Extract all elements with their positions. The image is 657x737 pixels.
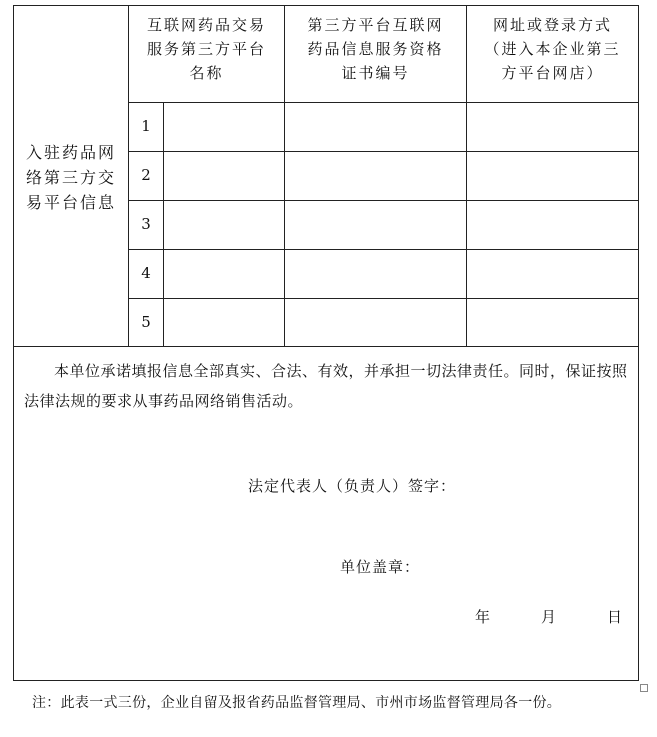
table-divider (128, 298, 638, 299)
table-divider (128, 102, 638, 103)
row-number: 4 (141, 264, 151, 282)
signature-label: 法定代表人（负责人）签字： (248, 477, 457, 495)
corner-mark (640, 684, 648, 692)
column-header-website: 网址或登录方式 （进入本企业第三 方平台网店） (484, 16, 621, 82)
table-divider (128, 151, 638, 152)
date-month: 月 (541, 608, 558, 626)
row-number: 3 (141, 215, 151, 233)
registration-form (13, 5, 639, 681)
footnote: 注：此表一式三份，企业自留及报省药品监督管理局、市州市场监督管理局各一份。 (32, 695, 562, 711)
table-divider (163, 102, 164, 347)
seal-label: 单位盖章： (340, 558, 421, 576)
row-header: 入驻药品网 络第三方交 易平台信息 (25, 143, 116, 212)
table-divider (128, 249, 638, 250)
column-header-certificate-number: 第三方平台互联网 药品信息服务资格 证书编号 (307, 16, 444, 82)
row-number: 5 (141, 313, 151, 331)
table-divider (13, 346, 639, 347)
row-number: 1 (141, 117, 151, 135)
pledge-statement: 本单位承诺填报信息全部真实、合法、有效，并承担一切法律责任。同时，保证按照法律法规的要求从事药品网络销售活动。 (24, 362, 628, 410)
table-divider (128, 200, 638, 201)
column-header-platform-name: 互联网药品交易 服务第三方平台 名称 (146, 16, 266, 82)
row-number: 2 (141, 166, 151, 184)
date-year: 年 (475, 608, 492, 626)
date-day: 日 (607, 608, 624, 626)
